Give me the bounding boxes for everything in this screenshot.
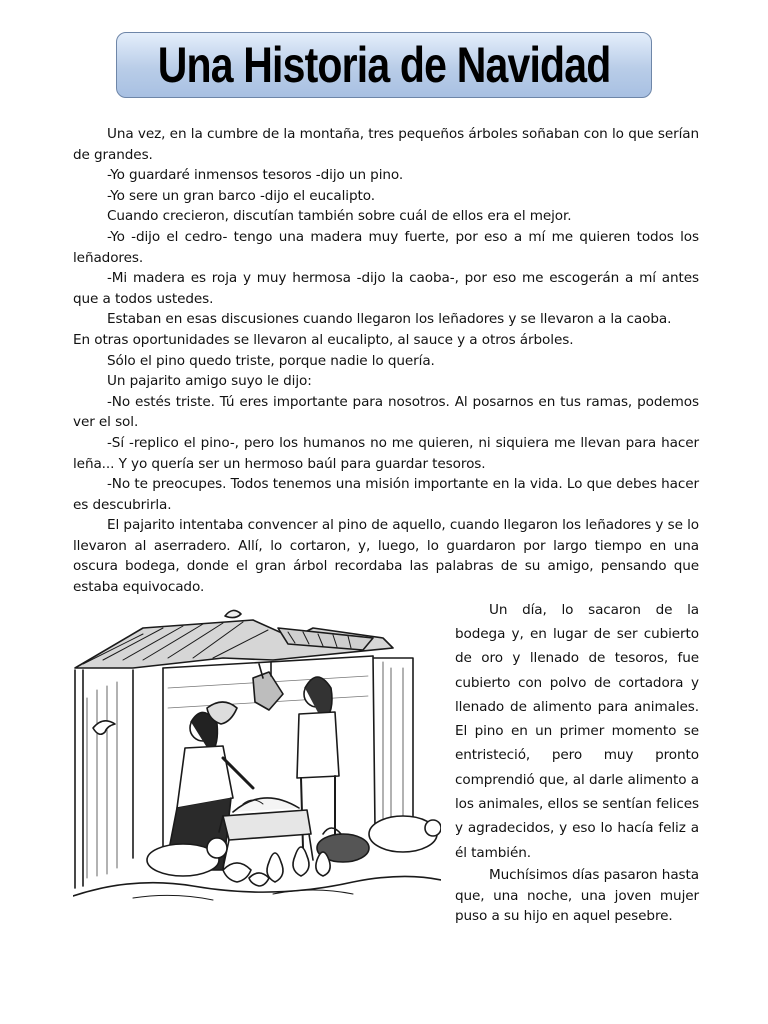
nativity-illustration xyxy=(73,598,441,918)
page-title: Una Historia de Navidad xyxy=(157,37,611,93)
paragraph: -Yo guardaré inmensos tesoros -dijo un pino. xyxy=(107,167,404,184)
story-text xyxy=(73,124,699,927)
paragraph: -Yo sere un gran barco -dijo el eucalipto. xyxy=(107,187,375,204)
title-banner xyxy=(116,32,652,98)
paragraph: Un pajarito amigo suyo le dijo: xyxy=(107,373,312,390)
paragraph: Muchísimos días pasaron hasta que, una noche, una joven mujer puso a su hijo en aquel pesebre. xyxy=(455,866,699,925)
paragraph: Una vez, en la cumbre de la montaña, tres pequeños árboles soñaban con lo que serían de grandes. xyxy=(73,126,699,163)
paragraph: -No estés triste. Tú eres importante para nosotros. Al posarnos en tus ramas, podemos ver el sol. xyxy=(73,393,699,431)
paragraph: Cuando crecieron, discutían también sobre cuál de ellos era el mejor. xyxy=(107,208,572,225)
paragraph: -Mi madera es roja y muy hermosa -dijo la caoba-, por eso me escogerán a mí antes que a todos ustedes. xyxy=(73,270,699,307)
paragraph: -Sí -replico el pino-, pero los humanos no me quieren, ni siquiera me llevan para hacer leña... Y yo quería ser un hermoso baúl para guardar tesoros. xyxy=(73,434,699,472)
paragraph: Un día, lo sacaron de la bodega y, en lugar de ser cubierto de oro y llenado de tesoros, fue cubierto con polvo de cortadora y llenado de alimento para animales. El pino en un primer momento se entristeció, pero muy pronto comprendió que, al darle alimento a los animales, ellos se sentían felices y agradecidos, y eso lo hacía feliz a él también. xyxy=(455,601,699,861)
paragraph: -Yo -dijo el cedro- tengo una madera muy fuerte, por eso a mí me quieren todos los leñadores. xyxy=(73,228,699,266)
paragraph: En otras oportunidades se llevaron al eucalipto, al sauce y a otros árboles. xyxy=(73,331,574,348)
paragraph: Estaban en esas discusiones cuando llegaron los leñadores y se llevaron a la caoba. xyxy=(107,311,672,328)
paragraph: Sólo el pino quedo triste, porque nadie lo quería. xyxy=(107,352,435,369)
paragraph: El pajarito intentaba convencer al pino de aquello, cuando llegaron los leñadores y se lo llevaron al aserradero. Allí, lo cortaron, y, luego, lo guardaron por largo tiempo en una oscura bodega, donde el gran árbol recordaba las palabras de su amigo, pensando que estaba equivocado. xyxy=(73,517,699,596)
paragraph: -No te preocupes. Todos tenemos una misión importante en la vida. Lo que debes hacer es descubrirla. xyxy=(73,476,699,513)
